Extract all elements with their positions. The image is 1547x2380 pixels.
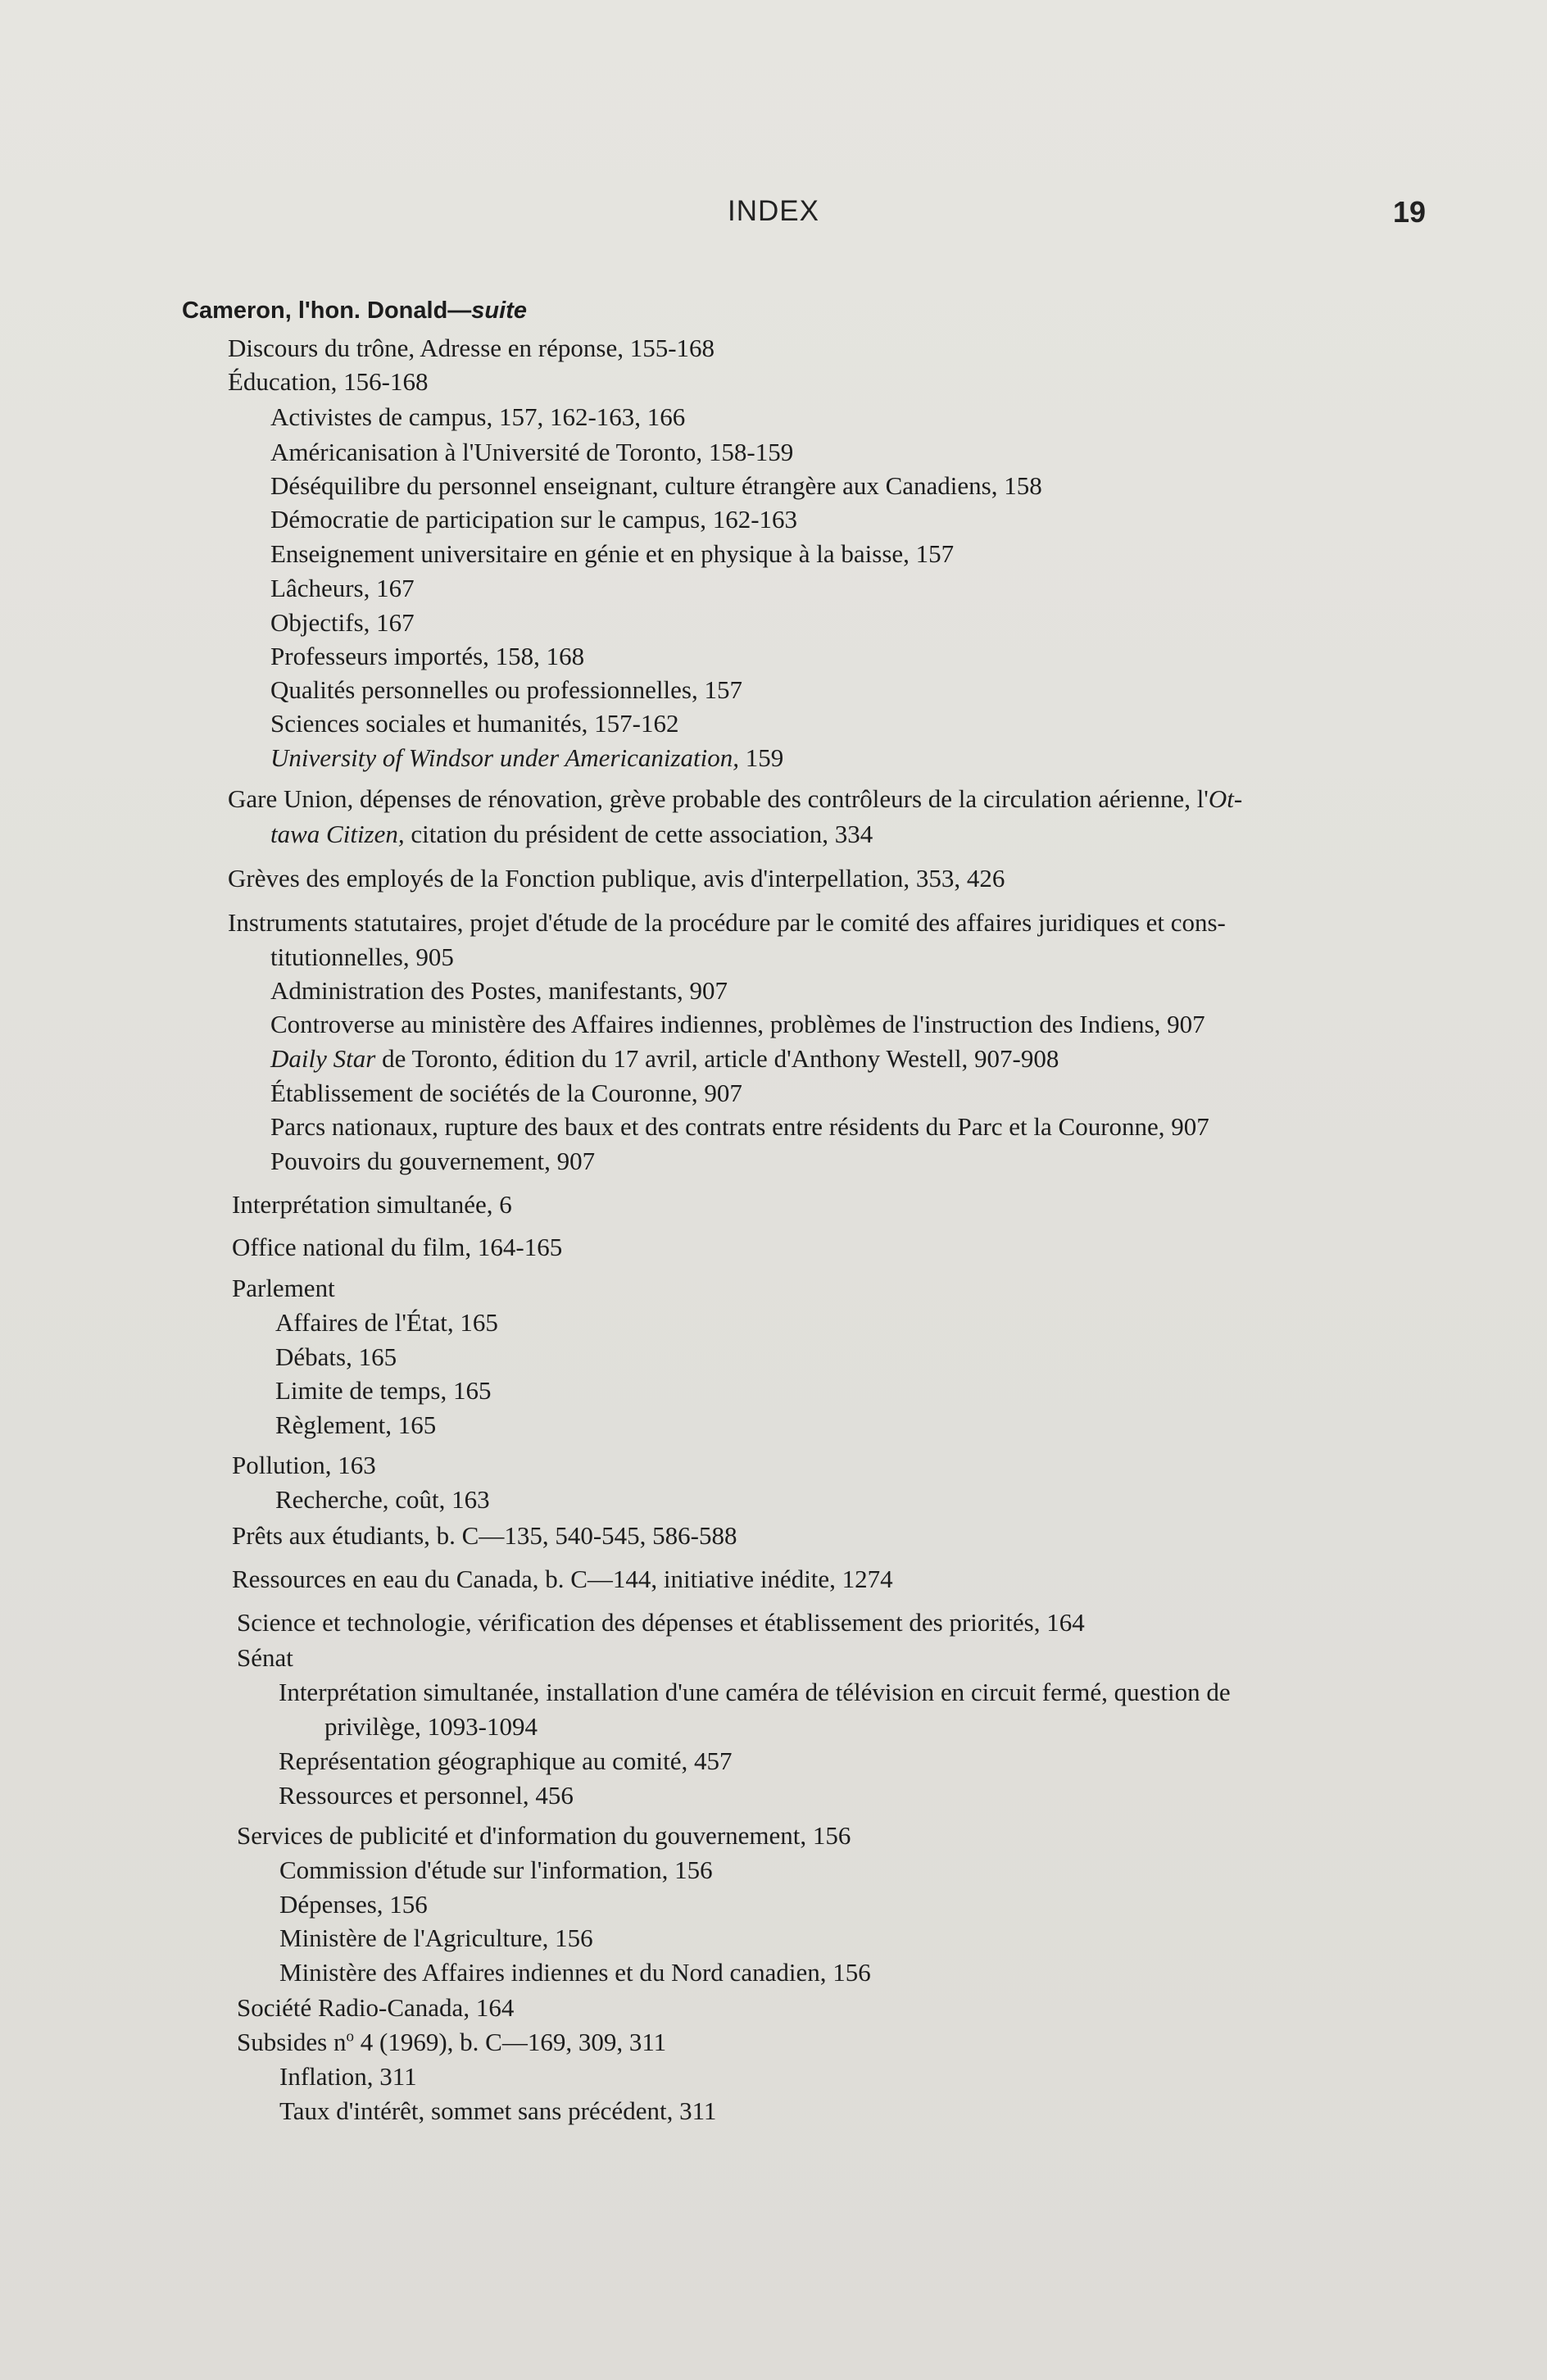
entry-suite: suite (471, 298, 527, 324)
index-subline: Parcs nationaux, rupture des baux et des contrats entre résidents du Parc et la Couronne, 907 (270, 1112, 1209, 1141)
index-subline: Règlement, 165 (275, 1410, 437, 1439)
index-subline: Limite de temps, 165 (275, 1376, 492, 1405)
index-subline (270, 1042, 1059, 1075)
index-line: Instruments statutaires, projet d'étude de la procédure par le comité des affaires juridiques et cons- (228, 908, 1226, 937)
index-line: Parlement (232, 1274, 335, 1302)
index-subline: Qualités personnelles ou professionnelles, 157 (270, 675, 742, 704)
index-subline: Débats, 165 (275, 1342, 397, 1371)
index-line-continuation: titutionnelles, 905 (270, 942, 454, 971)
entry-name: Cameron, l'hon. Donald (182, 298, 448, 324)
index-line: Services de publicité et d'information du gouvernement, 156 (237, 1821, 851, 1850)
index-subline: Démocratie de participation sur le campus, 162-163 (270, 505, 798, 534)
index-subline: Ressources et personnel, 456 (279, 1781, 574, 1810)
index-line: Éducation, 156-168 (228, 367, 429, 396)
index-line: Grèves des employés de la Fonction publique, avis d'interpellation, 353, 426 (228, 864, 1005, 892)
index-line: Prêts aux étudiants, b. C—135, 540-545, 586-588 (232, 1521, 737, 1550)
page-number: 19 (1393, 195, 1427, 229)
index-line: Discours du trône, Adresse en réponse, 155-168 (228, 334, 715, 362)
index-subline: Enseignement universitaire en génie et en physique à la baisse, 157 (270, 539, 955, 568)
running-head-title: INDEX (728, 195, 819, 227)
index-line-continuation: privilège, 1093-1094 (324, 1712, 538, 1741)
index-subline: Interprétation simultanée, installation d'une caméra de télévision en circuit fermé, question de (279, 1678, 1231, 1706)
index-line: Science et technologie, vérification des dépenses et établissement des priorités, 164 (237, 1608, 1085, 1637)
index-line: Société Radio-Canada, 164 (237, 1993, 515, 2022)
index-subline: Déséquilibre du personnel enseignant, culture étrangère aux Canadiens, 158 (270, 471, 1042, 500)
publication-title: Daily Star (270, 1044, 376, 1073)
index-subline: Représentation géographique au comité, 457 (279, 1746, 733, 1775)
index-subline: Activistes de campus, 157, 162-163, 166 (270, 402, 686, 431)
index-subline: Dépenses, 156 (279, 1890, 428, 1919)
index-subline: Objectifs, 167 (270, 608, 415, 637)
index-subline: Sciences sociales et humanités, 157-162 (270, 709, 679, 738)
index-line-text: 4 (1969), b. C—169, 309, 311 (354, 2028, 667, 2056)
index-line-text: citation du président de cette association, 334 (404, 820, 873, 848)
index-line: Office national du film, 164-165 (232, 1233, 563, 1261)
index-subline: Controverse au ministère des Affaires indiennes, problèmes de l'instruction des Indiens, 907 (270, 1010, 1205, 1038)
index-subline: Pouvoirs du gouvernement, 907 (270, 1147, 596, 1175)
index-subline: Ministère des Affaires indiennes et du Nord canadien, 156 (279, 1958, 871, 1987)
index-subline: Professeurs importés, 158, 168 (270, 642, 585, 670)
entry-heading (182, 294, 527, 327)
index-subline: Commission d'étude sur l'information, 156 (279, 1855, 713, 1884)
index-subline: Lâcheurs, 167 (270, 574, 415, 602)
index-line: Interprétation simultanée, 6 (232, 1190, 512, 1219)
publication-title: tawa Citizen, (270, 820, 405, 848)
index-subline: Taux d'intérêt, sommet sans précédent, 311 (279, 2096, 717, 2125)
index-subline: Inflation, 311 (279, 2062, 417, 2091)
index-subline: Établissement de sociétés de la Couronne, 907 (270, 1079, 742, 1107)
index-line-text: Gare Union, dépenses de rénovation, grève probable des contrôleurs de la circulation aérienne, l' (228, 784, 1209, 813)
index-subline-rest: de Toronto, édition du 17 avril, article d'Anthony Westell, 907-908 (375, 1044, 1059, 1073)
index-line (237, 2026, 666, 2059)
index-subline: Administration des Postes, manifestants, 907 (270, 976, 728, 1005)
publication-title: Ot- (1208, 784, 1243, 813)
index-line: Sénat (237, 1643, 293, 1672)
index-line: Ressources en eau du Canada, b. C—144, initiative inédite, 1274 (232, 1565, 893, 1593)
index-subline: Américanisation à l'Université de Toronto, 158-159 (270, 438, 794, 466)
index-subline: Affaires de l'État, 165 (275, 1308, 498, 1337)
publication-title: University of Windsor under Americanization, (270, 743, 740, 772)
index-line-continuation (270, 818, 873, 851)
index-subline-rest: 159 (739, 743, 784, 772)
index-line: Pollution, 163 (232, 1451, 376, 1479)
superscript: o (346, 2028, 354, 2046)
index-subline (270, 742, 783, 774)
index-line (228, 783, 1242, 815)
index-subline: Recherche, coût, 163 (275, 1485, 490, 1514)
entry-dash: — (447, 298, 472, 324)
index-subline: Ministère de l'Agriculture, 156 (279, 1924, 593, 1952)
index-line-text: Subsides n (237, 2028, 347, 2056)
